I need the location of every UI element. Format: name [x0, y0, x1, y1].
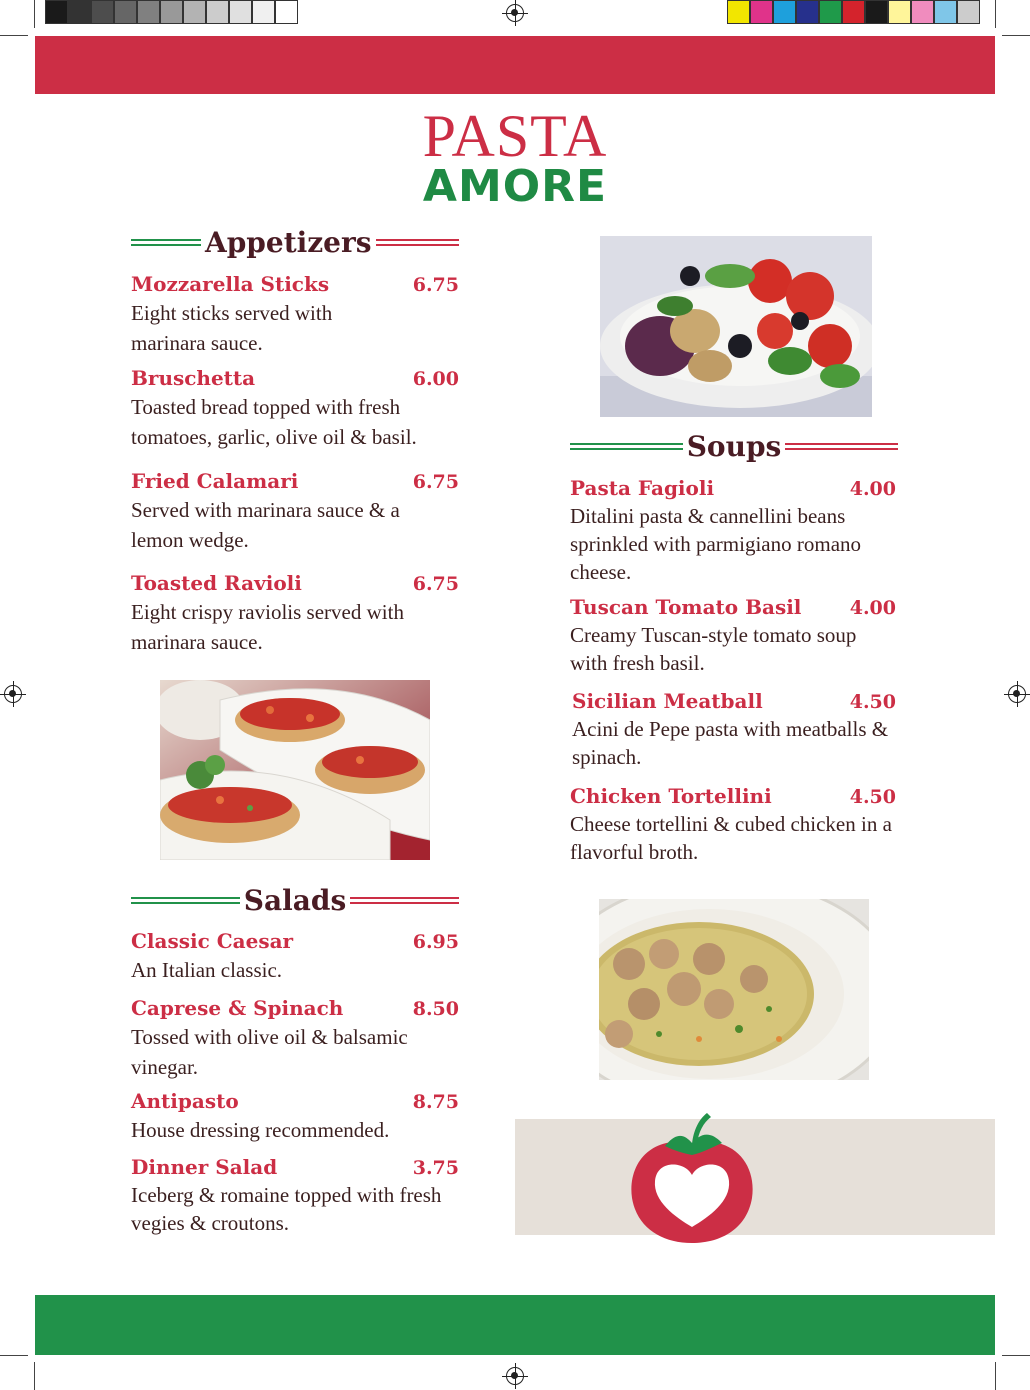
- color-swatch: [229, 0, 252, 24]
- menu-item: [570, 784, 896, 866]
- menu-item: [570, 595, 896, 677]
- item-name: Bruschetta: [131, 366, 256, 390]
- top-red-band: [35, 36, 995, 94]
- color-swatch: [819, 0, 842, 24]
- color-swatch: [796, 0, 819, 24]
- color-swatch: [91, 0, 114, 24]
- heading-rule-left: [570, 443, 683, 450]
- color-swatch: [206, 0, 229, 24]
- registration-mark-top: [506, 4, 524, 22]
- color-swatch: [183, 0, 206, 24]
- item-description: Served with marinara sauce & a lemon wedge.: [131, 498, 400, 552]
- bottom-green-band: [35, 1295, 995, 1355]
- item-name: Caprese & Spinach: [131, 996, 344, 1020]
- tomato-heart-icon: [627, 1113, 757, 1245]
- item-description: Eight sticks served with marinara sauce.: [131, 301, 333, 355]
- menu-item: [131, 996, 459, 1082]
- color-swatch: [252, 0, 275, 24]
- item-price: 6.75: [412, 471, 459, 493]
- color-swatch: [842, 0, 865, 24]
- salads-heading: [131, 884, 459, 917]
- crop-mark: [34, 0, 35, 28]
- item-name: Sicilian Meatball: [572, 689, 763, 713]
- color-swatch: [865, 0, 888, 24]
- color-swatch: [888, 0, 911, 24]
- heading-rule-left: [131, 239, 201, 246]
- item-price: 6.75: [412, 573, 459, 595]
- item-name: Antipasto: [131, 1089, 239, 1113]
- color-swatch: [750, 0, 773, 24]
- color-swatch: [727, 0, 750, 24]
- logo-pasta-text: PASTA: [422, 103, 608, 169]
- menu-item: [131, 366, 459, 452]
- color-swatch: [114, 0, 137, 24]
- color-swatch: [275, 0, 298, 24]
- crop-mark: [1002, 35, 1030, 36]
- menu-item: [131, 469, 459, 555]
- item-price: 6.75: [412, 274, 459, 296]
- crop-mark: [0, 1355, 28, 1356]
- color-swatch: [137, 0, 160, 24]
- color-swatch: [45, 0, 68, 24]
- salad-photo: [600, 236, 872, 417]
- color-swatch: [957, 0, 980, 24]
- registration-mark-bottom: [506, 1367, 524, 1385]
- soups-heading: [570, 430, 898, 463]
- item-description: An Italian classic.: [131, 958, 283, 982]
- color-swatch: [160, 0, 183, 24]
- soup-photo: [599, 899, 869, 1080]
- item-description: House dressing recommended.: [131, 1118, 390, 1142]
- item-description: Cheese tortellini & cubed chicken in a flavorful broth.: [570, 812, 892, 864]
- item-price: 6.00: [412, 368, 459, 390]
- item-description: Acini de Pepe pasta with meatballs & spinach.: [572, 717, 889, 769]
- soups-title: Soups: [686, 430, 782, 463]
- heading-rule-right: [785, 443, 898, 450]
- menu-item: [131, 1089, 459, 1145]
- registration-mark-left: [4, 685, 22, 703]
- crop-mark: [0, 35, 28, 36]
- crop-mark: [995, 1362, 996, 1390]
- item-price: 4.50: [849, 691, 896, 713]
- menu-item: [131, 929, 459, 985]
- item-price: 6.95: [412, 931, 459, 953]
- color-swatch: [934, 0, 957, 24]
- salad-image: [600, 236, 872, 417]
- grayscale-color-bar: [45, 0, 298, 24]
- tomato-logo-panel: [515, 1119, 995, 1235]
- crop-mark: [1002, 1355, 1030, 1356]
- item-price: 8.50: [412, 998, 459, 1020]
- item-price: 4.50: [849, 786, 896, 808]
- item-description: Ditalini pasta & cannellini beans sprinkled with parmigiano romano cheese.: [570, 504, 862, 584]
- registration-mark-right: [1008, 685, 1026, 703]
- crop-mark: [34, 1362, 35, 1390]
- appetizers-title: Appetizers: [205, 226, 372, 259]
- crop-mark: [995, 0, 996, 28]
- item-name: Fried Calamari: [131, 469, 299, 493]
- salads-title: Salads: [243, 884, 347, 917]
- menu-item: [572, 689, 896, 771]
- item-name: Dinner Salad: [131, 1155, 278, 1179]
- cmyk-color-bar: [727, 0, 980, 24]
- heading-rule-right: [350, 897, 459, 904]
- item-description: Toasted bread topped with fresh tomatoes, garlic, olive oil & basil.: [131, 395, 417, 449]
- item-name: Chicken Tortellini: [570, 784, 772, 808]
- menu-item: [131, 571, 459, 657]
- bruschetta-photo: [160, 680, 430, 860]
- menu-item: [131, 272, 459, 358]
- item-description: Iceberg & romaine topped with fresh vegies & croutons.: [131, 1183, 442, 1235]
- item-price: 8.75: [412, 1091, 459, 1113]
- bruschetta-image: [160, 680, 430, 860]
- item-name: Tuscan Tomato Basil: [570, 595, 802, 619]
- item-description: Tossed with olive oil & balsamic vinegar.: [131, 1025, 408, 1079]
- item-name: Mozzarella Sticks: [131, 272, 330, 296]
- item-description: Creamy Tuscan-style tomato soup with fresh basil.: [570, 623, 857, 675]
- item-price: 3.75: [412, 1157, 459, 1179]
- item-name: Toasted Ravioli: [131, 571, 302, 595]
- appetizers-heading: [131, 226, 459, 259]
- color-swatch: [68, 0, 91, 24]
- item-price: 4.00: [849, 597, 896, 619]
- item-name: Classic Caesar: [131, 929, 294, 953]
- item-description: Eight crispy raviolis served with marinara sauce.: [131, 600, 404, 654]
- menu-item: [131, 1155, 459, 1237]
- soup-image: [599, 899, 869, 1080]
- menu-item: [570, 476, 896, 586]
- logo-amore-text: AMORE: [422, 161, 608, 212]
- heading-rule-right: [376, 239, 460, 246]
- item-price: 4.00: [849, 478, 896, 500]
- color-swatch: [911, 0, 934, 24]
- item-name: Pasta Fagioli: [570, 476, 715, 500]
- heading-rule-left: [131, 897, 240, 904]
- color-swatch: [773, 0, 796, 24]
